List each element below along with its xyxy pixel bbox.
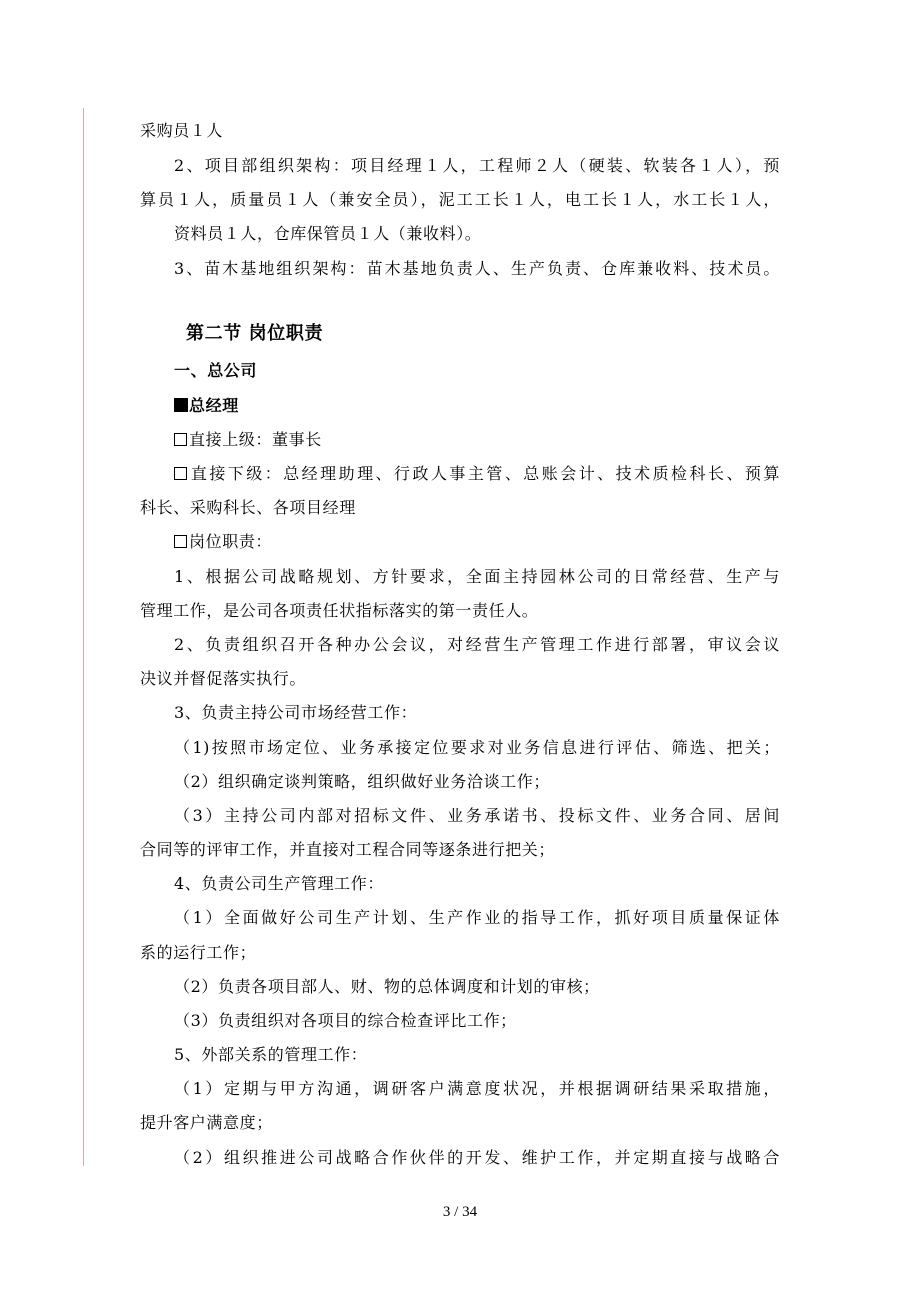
text-line: （2）负责各项目部人、财、物的总体调度和计划的审核； — [174, 977, 600, 996]
text-line: 5、外部关系的管理工作： — [174, 1045, 368, 1064]
left-margin-rule — [83, 108, 84, 1166]
text-line: （2）组织确定谈判策略，组织做好业务洽谈工作； — [174, 772, 550, 791]
empty-square-icon — [174, 433, 187, 446]
text-line: 决议并督促落实执行。 — [140, 669, 307, 688]
role-heading — [174, 394, 734, 418]
text-line: 直接下级：总经理助理、行政人事主管、总账会计、技术质检科长、预算 — [174, 462, 780, 486]
text-line: 合同等的评审工作，并直接对工程合同等逐条进行把关； — [140, 840, 556, 859]
text-line: 岗位职责： — [174, 530, 780, 554]
empty-square-icon — [174, 467, 187, 480]
text-line: 2、项目部组织架构：项目经理１人，工程师２人（硬装、软装各１人），预 — [174, 156, 780, 175]
text-line: 1、根据公司战略规划、方针要求，全面主持园林公司的日常经营、生产与 — [174, 567, 780, 586]
text-line: （1）定期与甲方沟通，调研客户满意度状况，并根据调研结果采取措施， — [174, 1079, 780, 1098]
text-line: 算员１人，质量员１人（兼安全员），泥工工长１人，电工长１人，水工长１人， — [140, 190, 780, 209]
text-line: 提升客户满意度； — [140, 1113, 273, 1132]
text-line: （3）负责组织对各项目的综合检查评比工作； — [174, 1011, 517, 1030]
text-line: 3、苗木基地组织架构：苗木基地负责人、生产负责、仓库兼收料、技术员。 — [174, 259, 780, 278]
text-line: 系的运行工作； — [140, 943, 257, 962]
role-title: 总经理 — [189, 396, 239, 415]
text-line: 管理工作，是公司各项责任状指标落实的第一责任人。 — [140, 601, 539, 620]
section-heading: 第二节 岗位职责 — [186, 323, 324, 344]
empty-square-icon — [174, 535, 187, 548]
text-line: 科长、采购科长、各项目经理 — [140, 498, 356, 517]
text-line: （2）组织推进公司战略合作伙伴的开发、维护工作，并定期直接与战略合 — [174, 1148, 780, 1167]
subsection-heading: 一、总公司 — [174, 361, 258, 380]
text-line: （1）全面做好公司生产计划、生产作业的指导工作，抓好项目质量保证体 — [174, 908, 780, 927]
text-line: 资料员１人，仓库保管员１人（兼收料）。 — [174, 224, 482, 243]
text-line: 直接上级：董事长 — [174, 428, 780, 452]
text-line: （1)按照市场定位、业务承接定位要求对业务信息进行评估、筛选、把关； — [174, 738, 780, 757]
page-number: 3 / 34 — [442, 1204, 478, 1220]
filled-square-icon — [174, 398, 188, 412]
text-line: （3）主持公司内部对招标文件、业务承诺书、投标文件、业务合同、居间 — [174, 806, 780, 825]
text-line: 3、负责主持公司市场经营工作： — [174, 703, 418, 722]
text-line: 4、负责公司生产管理工作： — [174, 874, 384, 893]
text-line: 采购员１人 — [140, 121, 224, 140]
text-line: 2、负责组织召开各种办公会议，对经营生产管理工作进行部署，审议会议 — [174, 635, 780, 654]
